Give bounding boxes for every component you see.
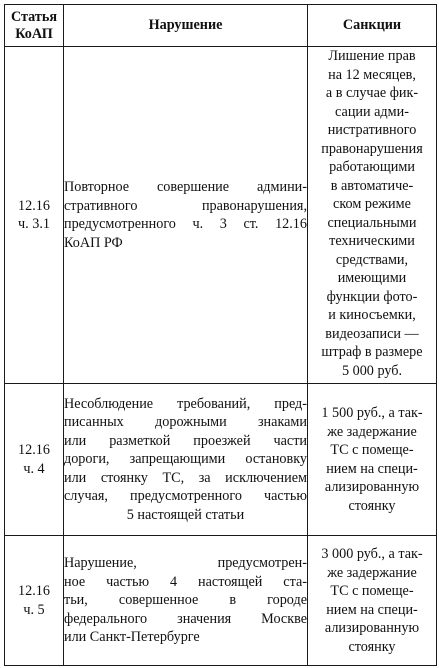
sanction-line: видеозаписи —: [325, 325, 419, 342]
sanction-line: нистративного: [327, 122, 417, 138]
article-part: ч. 5: [23, 601, 45, 618]
violation-line: писанных дорожными знаками: [64, 414, 307, 431]
sanction-line: в автоматиче-: [330, 177, 414, 194]
violation-cell: [64, 384, 308, 536]
sanction-line: сации адми-: [335, 103, 409, 120]
violation-line: или разметкой проезжей части: [64, 432, 307, 449]
violation-line: случая, предусмотренного частью: [64, 488, 307, 505]
sanction-line: имеющими: [337, 270, 407, 286]
sanction-line: функции фото-: [326, 288, 418, 305]
article-cell: [5, 536, 64, 666]
sanction-line: ализированную: [324, 620, 420, 636]
header-article-line: КоАП: [15, 25, 53, 42]
header-article-line: Статья: [10, 8, 58, 25]
sanction-line: нием на специ-: [326, 460, 418, 477]
article-part: ч. 3.1: [18, 216, 50, 232]
header-sanctions: Санкции: [308, 5, 437, 47]
violation-line: предусмотренного ч. 3 ст. 12.16: [64, 216, 307, 232]
sanction-line: ТС с помеще-: [330, 583, 414, 599]
violation-line: Нарушение, предусмотрен-: [64, 555, 307, 572]
violation-line: КоАП РФ: [64, 234, 123, 251]
sanction-line: стоянку: [348, 497, 396, 514]
article-cell: [5, 47, 64, 384]
sanction-line: штраф в размере: [321, 344, 423, 360]
sanction-line: ТС с помеще-: [330, 442, 414, 458]
sanction-line: а в случае фик-: [325, 85, 419, 101]
violation-line: или Санкт-Петербурге: [64, 629, 200, 646]
sanction-line: специальными: [327, 214, 417, 231]
violation-line: или стоянку ТС, за исключением: [64, 469, 307, 486]
article-number: 12.16: [18, 583, 50, 599]
article-part: ч. 4: [23, 460, 45, 477]
sanction-line: на 12 месяцев,: [328, 66, 416, 83]
violation-line: Несоблюдение требований, пред-: [64, 395, 307, 412]
violation-line: федерального значения Москве: [64, 610, 307, 627]
sanction-line: правонарушения: [321, 140, 423, 157]
sanction-line: работающими: [329, 159, 415, 175]
table-header-row: [5, 5, 437, 47]
sanction-line: техническими: [329, 233, 415, 249]
violation-line: ное частью 4 настоящей ста-: [64, 573, 307, 590]
violation-line: стративного правонарушения,: [64, 197, 307, 214]
article-cell: [5, 384, 64, 536]
sanction-line: ском режиме: [333, 196, 411, 212]
violation-cell: [64, 536, 308, 666]
header-article: [5, 5, 64, 47]
sanction-cell: [308, 536, 437, 666]
sanction-line: 3 000 руб., а так-: [321, 546, 423, 562]
violation-line: тьи, совершенное в городе: [64, 592, 307, 609]
sanction-line: стоянку: [348, 638, 396, 655]
sanction-line: нием на специ-: [326, 601, 418, 618]
article-number: 12.16: [18, 442, 50, 458]
table-row: [5, 47, 437, 384]
violation-line: 5 настоящей статьи: [126, 506, 245, 523]
sanction-line: же задержание: [327, 564, 417, 581]
header-violation: Нарушение: [64, 5, 308, 47]
sanction-line: ализированную: [324, 479, 420, 495]
table-row: [5, 384, 437, 536]
violation-line: дороги, запрещающими остановку: [64, 451, 307, 468]
koap-violations-table: [4, 4, 437, 666]
violation-line: Повторное совершение админи-: [64, 179, 307, 195]
sanction-line: Лишение прав: [328, 48, 416, 64]
sanction-line: и киносъемки,: [328, 307, 416, 323]
sanction-line: средствами,: [335, 251, 409, 268]
sanction-cell: [308, 47, 437, 384]
sanction-cell: [308, 384, 437, 536]
violation-cell: [64, 47, 308, 384]
article-number: 12.16: [18, 197, 50, 214]
sanction-line: же задержание: [327, 423, 417, 440]
sanction-line: 5 000 руб.: [341, 362, 403, 379]
sanction-line: 1 500 руб., а так-: [321, 405, 423, 421]
table-row: [5, 536, 437, 666]
